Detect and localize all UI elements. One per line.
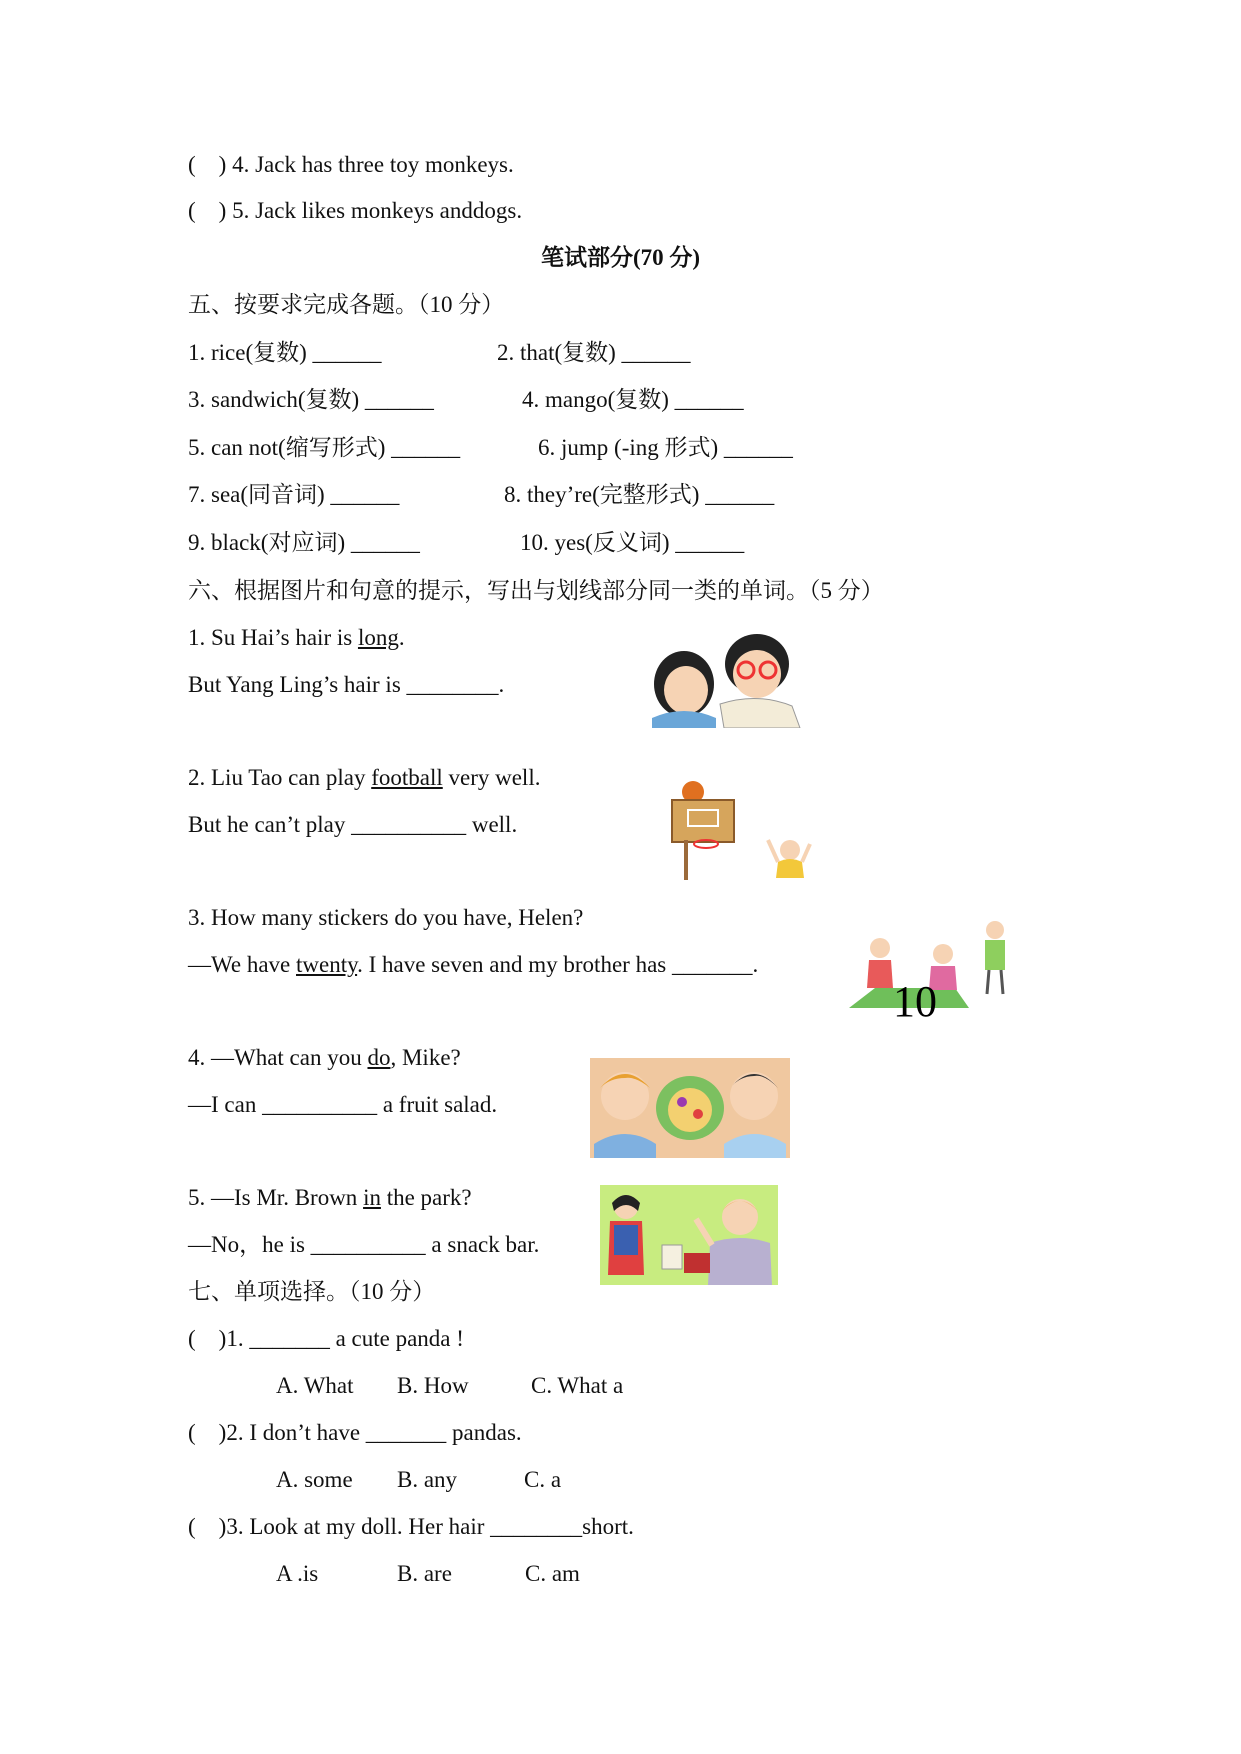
sec7-q1-stem: ( )1. _______ a cute panda ! [188,1326,464,1351]
sec5-item-10: 10. yes(反义词) ______ [520,530,745,555]
listening-item-4: ( ) 4. Jack has three toy monkeys. [188,152,514,177]
sec6-q5-line2: —No，he is __________ a snack bar. [188,1232,540,1257]
section7-heading: 七、单项选择。（10 分） [188,1279,436,1304]
sec6-q4-line1: 4. —What can you do, Mike? [188,1045,461,1070]
sec7-q3-option-b: B. are [397,1561,452,1586]
sec6-q5-line1: 5. —Is Mr. Brown in the park? [188,1185,472,1210]
sec7-q2-option-a: A. some [276,1467,353,1492]
sec7-q2-option-b: B. any [397,1467,458,1492]
section5-heading: 五、按要求完成各题。（10 分） [188,292,505,317]
sec5-item-5: 5. can not(缩写形式) ______ [188,435,461,460]
sec6-q4-line2: —I can __________ a fruit salad. [188,1092,498,1117]
fruit-salad-illustration [590,1058,790,1158]
sec7-q2-option-c: C. a [524,1467,562,1492]
basketball-hoop-illustration [670,780,820,880]
sec5-item-6: 6. jump (-ing 形式) ______ [538,435,793,460]
sec6-q1-line1: 1. Su Hai’s hair is long. [188,625,405,650]
sec7-q1-option-c: C. What a [531,1373,624,1398]
sec7-q3-option-c: C. am [525,1561,580,1586]
girls-hair-illustration [632,626,812,728]
sec7-q1-option-b: B. How [397,1373,469,1398]
sec6-q3-line1: 3. How many stickers do you have, Helen? [188,905,584,930]
sec5-item-2: 2. that(复数) ______ [497,340,691,365]
sec7-q1-option-a: A. What [276,1373,354,1398]
section6-heading: 六、根据图片和句意的提示，写出与划线部分同一类的单词。（5 分） [188,578,884,603]
stickers-illustration [845,918,1015,1018]
written-section-title: 笔试部分(70 分) [540,245,701,270]
sec5-item-7: 7. sea(同音词) ______ [188,482,400,507]
sec7-q3-stem: ( )3. Look at my doll. Her hair ________short. [188,1514,634,1539]
sec5-item-9: 9. black(对应词) ______ [188,530,420,555]
sec6-q1-line2: But Yang Ling’s hair is ________. [188,672,505,697]
sec6-q3-line2: —We have twenty. I have seven and my brother has _______. [188,952,759,977]
snack-bar-illustration [600,1185,778,1285]
sec6-q2-line1: 2. Liu Tao can play football very well. [188,765,541,790]
listening-item-5: ( ) 5. Jack likes monkeys anddogs. [188,198,523,223]
sec7-q3-option-a: A .is [276,1561,319,1586]
sec6-q2-line2: But he can’t play __________ well. [188,812,518,837]
pic-number-label: 10 [893,977,937,1018]
sec5-item-3: 3. sandwich(复数) ______ [188,387,434,412]
sec5-item-8: 8. they’re(完整形式) ______ [504,482,775,507]
sec5-item-1: 1. rice(复数) ______ [188,340,382,365]
sec5-item-4: 4. mango(复数) ______ [522,387,744,412]
sec7-q2-stem: ( )2. I don’t have _______ pandas. [188,1420,522,1445]
